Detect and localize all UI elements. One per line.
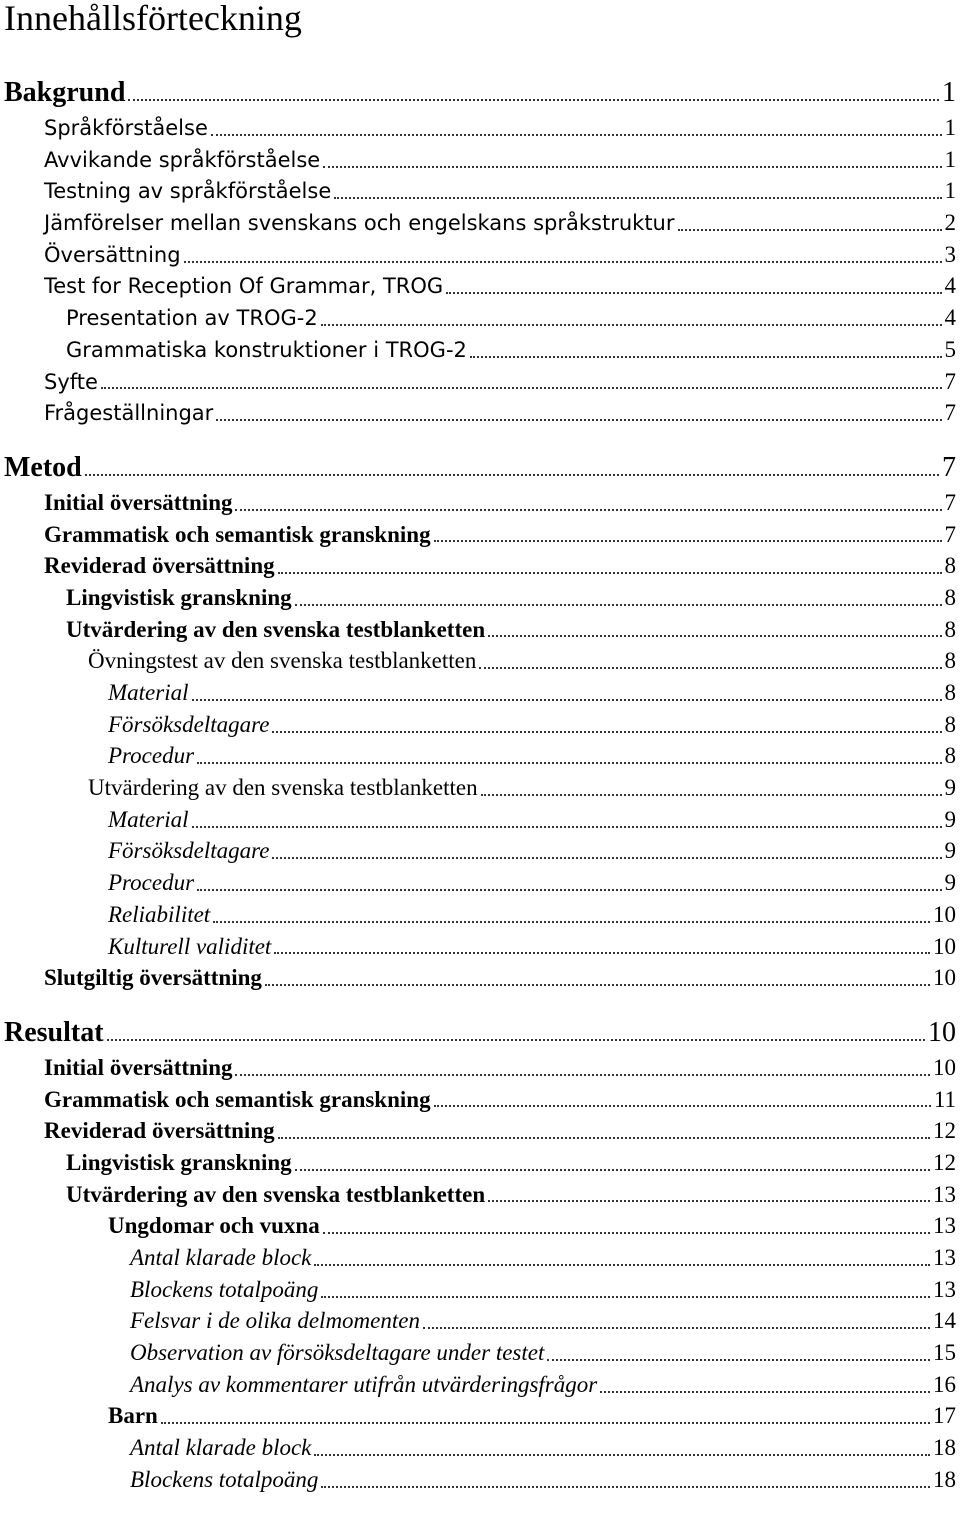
toc-entry-label: Lingvistisk granskning [66,584,292,610]
toc-entry-label: Procedur [108,743,195,769]
toc-entry-label: Material [108,680,189,705]
dot-leader [600,1371,930,1393]
toc-entry[interactable] [0,1115,960,1147]
toc-entry-label: Avvikande språkförståelse [44,147,321,172]
toc-entry[interactable] [0,397,960,429]
toc-entry-label: Antal klarade block [130,1435,312,1461]
dot-leader [314,1244,930,1266]
toc-entry[interactable] [0,302,960,334]
toc-entry[interactable] [0,1014,960,1052]
toc-entry[interactable] [0,740,960,772]
toc-entry-page-number: 13 [933,1213,956,1239]
toc-entry[interactable] [0,931,960,963]
toc-entry-page-number: 12 [933,1149,956,1175]
toc-entry[interactable] [0,449,960,487]
toc-entry-page-number: 8 [944,711,956,737]
toc-entry[interactable] [0,366,960,398]
toc-entry[interactable] [0,1242,960,1274]
dot-leader [197,869,941,891]
toc-entry-label: Jämförelser mellan svenskans och engelskans språkstruktur [44,211,675,236]
toc-entry-label: Antal klarade block [130,1245,312,1270]
toc-entry-label: Grammatiska konstruktioner i TROG-2 [66,337,467,362]
toc-entry-label: Barn [108,1403,158,1429]
toc-entry-page-number: 12 [933,1118,956,1144]
toc-entry-label: Felsvar i de olika delmomenten [130,1308,420,1334]
dot-leader [470,336,942,358]
toc-entry[interactable] [0,1400,960,1432]
toc-entry-page-number: 9 [944,838,956,864]
dot-leader [434,1085,931,1107]
section-gap [0,429,960,449]
toc-entry[interactable] [0,962,960,994]
dot-leader [278,552,942,574]
dot-leader [272,837,941,859]
toc-entry-page-number: 8 [944,553,956,579]
toc-entry[interactable] [0,207,960,239]
toc-entry-label: Syfte [44,369,98,394]
dot-leader [85,454,939,476]
toc-entry-page-number: 11 [933,1086,956,1112]
toc-entry-page-number: 13 [933,1181,956,1207]
toc-entry-page-number: 9 [944,775,956,801]
toc-entry[interactable] [0,1084,960,1116]
toc-entry-label: Frågeställningar [44,401,214,426]
toc-entry-label: Utvärdering av den svenska testblanketten [88,775,478,801]
toc-entry-page-number: 8 [944,648,956,674]
toc-entry[interactable] [0,835,960,867]
toc-entry-page-number: 18 [933,1466,956,1492]
dot-leader [423,1307,930,1329]
toc-entry-page-number: 17 [933,1403,956,1429]
toc-entry-page-number: 8 [944,616,956,642]
toc-entry-page-number: 16 [933,1371,956,1397]
toc-entry-label: Reviderad översättning [44,553,275,579]
toc-entry[interactable] [0,1210,960,1242]
toc-entry[interactable] [0,804,960,836]
toc-entry-label: Analys av kommentarer utifrån utvärderingsfrågor [130,1371,598,1397]
toc-entry[interactable] [0,709,960,741]
toc-entry-label: Blockens totalpoäng [130,1466,319,1492]
toc-entry[interactable] [0,772,960,804]
toc-entry[interactable] [0,1147,960,1179]
table-of-contents [0,74,960,1496]
dot-leader [678,209,942,231]
dot-leader [295,584,942,606]
dot-leader [321,1276,930,1298]
dot-leader [314,1434,930,1456]
dot-leader [446,272,941,294]
toc-entry-label: Blockens totalpoäng [130,1276,319,1302]
toc-entry-label: Material [108,806,189,832]
toc-entry-page-number: 7 [944,489,956,515]
section-gap [0,994,960,1014]
toc-entry[interactable] [0,175,960,207]
toc-entry-label: Procedur [108,870,195,896]
toc-entry-page-number: 2 [944,210,956,236]
toc-entry-page-number: 3 [944,241,956,267]
page-title: Innehållsförteckning [4,0,302,38]
toc-entry-label: Test for Reception Of Grammar, TROG [44,274,444,299]
toc-entry-label: Reviderad översättning [44,1118,275,1144]
toc-entry-page-number: 7 [944,400,956,426]
dot-leader [321,304,942,326]
dot-leader [184,241,942,263]
toc-entry[interactable] [0,614,960,646]
dot-leader [323,146,941,168]
dot-leader [192,679,942,701]
toc-entry[interactable] [0,867,960,899]
toc-entry-page-number: 1 [944,178,956,204]
toc-entry-page-number: 7 [944,521,956,547]
toc-entry-page-number: 18 [933,1435,956,1461]
toc-entry[interactable] [0,270,960,302]
toc-entry-label: Lingvistisk granskning [66,1149,292,1175]
dot-leader [101,367,942,389]
toc-entry-label: Bakgrund [4,77,126,108]
toc-entry-page-number: 4 [944,273,956,299]
toc-entry[interactable] [0,1369,960,1401]
toc-entry-page-number: 7 [944,368,956,394]
toc-entry[interactable] [0,899,960,931]
toc-entry-label: Språkförståelse [44,116,208,140]
toc-entry-label: Grammatisk och semantisk granskning [44,1086,431,1112]
dot-leader [295,1149,930,1171]
dot-leader [213,901,930,923]
toc-entry-label: Resultat [4,1016,104,1048]
toc-entry-page-number: 13 [933,1276,956,1302]
dot-leader [274,932,930,954]
toc-entry[interactable] [0,334,960,366]
toc-entry-page-number: 5 [944,336,956,362]
dot-leader [323,1212,930,1234]
dot-leader [479,647,941,669]
dot-leader [161,1402,930,1424]
dot-leader [211,114,942,136]
dot-leader [216,399,941,421]
toc-entry[interactable] [0,1274,960,1306]
dot-leader [547,1339,930,1361]
toc-entry-label: Utvärdering av den svenska testblanketten [66,616,486,642]
toc-entry-page-number: 7 [942,451,956,483]
toc-entry-page-number: 8 [944,680,956,705]
dot-leader [434,520,942,542]
dot-leader [321,1466,930,1488]
toc-entry-page-number: 9 [944,806,956,832]
dot-leader [107,1019,925,1041]
toc-entry[interactable] [0,239,960,271]
toc-entry[interactable] [0,1179,960,1211]
toc-entry-page-number: 4 [944,305,956,331]
toc-entry-label: Utvärdering av den svenska testblanketten [66,1181,486,1207]
toc-entry-label: Övningstest av den svenska testblanketten [88,648,477,674]
toc-entry-page-number: 14 [933,1308,956,1334]
dot-leader [488,615,941,637]
toc-entry-page-number: 9 [944,870,956,896]
toc-entry-page-number: 10 [933,965,956,991]
toc-entry-page-number: 8 [944,743,956,769]
toc-entry-label: Observation av försöksdeltagare under testet [130,1340,545,1366]
toc-entry[interactable] [0,144,960,176]
toc-entry[interactable] [0,1052,960,1084]
toc-entry[interactable] [0,1305,960,1337]
toc-entry-page-number: 10 [933,901,956,927]
toc-entry-page-number: 15 [933,1340,956,1366]
toc-entry-label: Slutgiltig översättning [44,965,262,991]
toc-entry[interactable] [0,582,960,614]
dot-leader [128,79,939,101]
toc-entry-label: Initial översättning [44,489,233,515]
toc-entry-label: Försöksdeltagare [108,711,270,737]
toc-entry-label: Försöksdeltagare [108,838,270,864]
toc-entry-page-number: 10 [933,1054,956,1080]
toc-entry-label: Reliabilitet [108,901,211,927]
toc-entry-label: Testning av språkförståelse [44,179,332,204]
dot-leader [481,774,942,796]
toc-entry-page-number: 1 [944,115,956,140]
toc-entry-page-number: 1 [944,146,956,172]
toc-entry-label: Grammatisk och semantisk granskning [44,521,431,547]
dot-leader [197,742,941,764]
toc-entry[interactable] [0,1432,960,1464]
toc-entry-label: Presentation av TROG-2 [66,306,318,331]
toc-entry-page-number: 10 [928,1016,956,1048]
toc-entry[interactable] [0,677,960,709]
toc-entry[interactable] [0,1464,960,1496]
toc-entry-page-number: 13 [933,1245,956,1270]
dot-leader [334,177,941,199]
toc-entry[interactable] [0,74,960,112]
toc-entry[interactable] [0,519,960,551]
dot-leader [235,489,941,511]
dot-leader [192,806,942,828]
toc-entry-page-number: 8 [944,584,956,610]
toc-entry-page-number: 1 [942,77,956,108]
toc-entry-label: Ungdomar och vuxna [108,1213,320,1239]
toc-entry[interactable] [0,645,960,677]
toc-entry-page-number: 10 [933,933,956,959]
toc-entry-label: Initial översättning [44,1054,233,1080]
toc-entry-label: Metod [4,451,82,483]
toc-entry[interactable] [0,1337,960,1369]
dot-leader [235,1054,930,1076]
toc-entry[interactable] [0,550,960,582]
toc-entry-label: Kulturell validitet [108,933,272,959]
dot-leader [272,711,941,733]
toc-entry[interactable] [0,112,960,144]
dot-leader [278,1117,930,1139]
toc-entry[interactable] [0,487,960,519]
toc-entry-label: Översättning [44,242,181,267]
dot-leader [488,1180,930,1202]
dot-leader [265,964,930,986]
